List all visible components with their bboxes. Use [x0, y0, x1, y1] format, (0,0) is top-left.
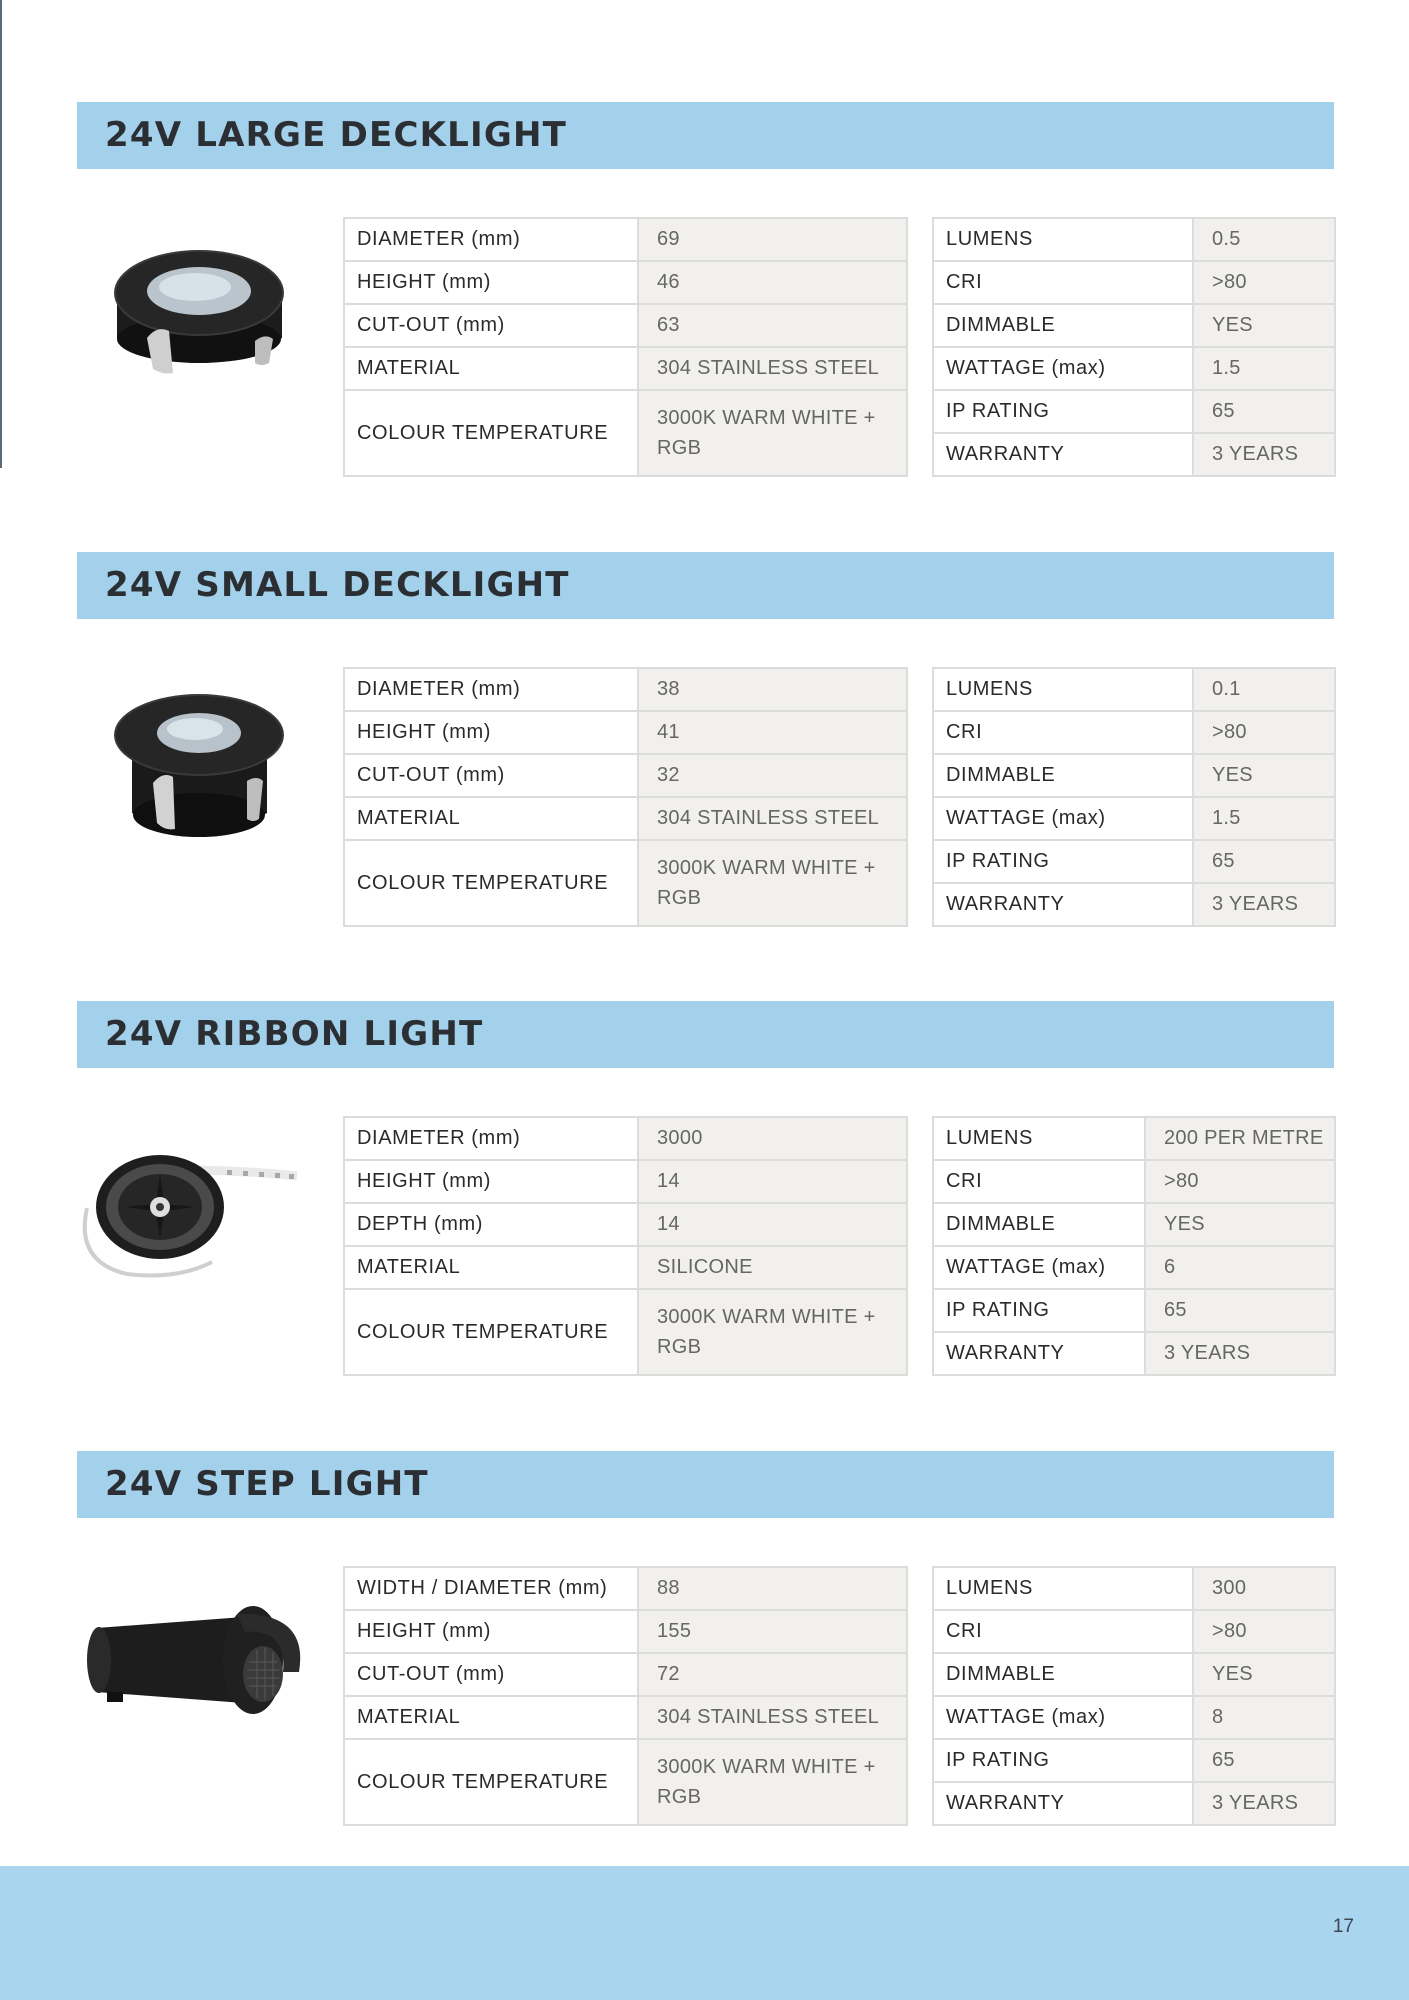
table-row [933, 1203, 1335, 1246]
section-title-band [77, 1451, 1334, 1518]
spec-value: 14 [638, 1203, 907, 1246]
table-row [933, 883, 1335, 926]
spec-value: 46 [638, 261, 907, 304]
spec-value: SILICONE [638, 1246, 907, 1289]
spec-label: DIMMABLE [933, 1653, 1193, 1696]
table-row [933, 347, 1335, 390]
spec-label: LUMENS [933, 218, 1193, 261]
spec-value: 0.1 [1193, 668, 1335, 711]
spec-value: 1.5 [1193, 347, 1335, 390]
table-row [344, 754, 907, 797]
spec-value: 65 [1193, 1739, 1335, 1782]
table-row [344, 1567, 907, 1610]
spec-label: HEIGHT (mm) [344, 711, 638, 754]
table-row [344, 347, 907, 390]
table-row [933, 1610, 1335, 1653]
spec-label: WARRANTY [933, 1332, 1145, 1375]
spec-value: 41 [638, 711, 907, 754]
spec-value: 6 [1145, 1246, 1335, 1289]
spec-value: 3 YEARS [1193, 433, 1335, 476]
spec-label: WATTAGE (max) [933, 797, 1193, 840]
spec-label: CRI [933, 1160, 1145, 1203]
spec-label: DIMMABLE [933, 1203, 1145, 1246]
spec-value: 3 YEARS [1193, 883, 1335, 926]
section-title: 24V STEP LIGHT [105, 1464, 429, 1504]
spec-value: 3000K WARM WHITE + RGB [638, 1739, 907, 1825]
dimensions-table [343, 1566, 908, 1826]
spec-label: CRI [933, 261, 1193, 304]
small-decklight-image [77, 663, 322, 858]
page-footer [0, 1866, 1409, 2000]
spec-label: MATERIAL [344, 1696, 638, 1739]
spec-label: LUMENS [933, 1567, 1193, 1610]
spec-value: YES [1193, 754, 1335, 797]
performance-table [932, 217, 1336, 477]
table-row [344, 797, 907, 840]
table-row [933, 1739, 1335, 1782]
table-row [933, 1567, 1335, 1610]
table-row [933, 1246, 1335, 1289]
spec-label: COLOUR TEMPERATURE [344, 1739, 638, 1825]
spec-label: WATTAGE (max) [933, 347, 1193, 390]
spec-value: >80 [1193, 1610, 1335, 1653]
spec-value: 65 [1193, 390, 1335, 433]
table-row [344, 1117, 907, 1160]
performance-table [932, 667, 1336, 927]
spec-label: COLOUR TEMPERATURE [344, 840, 638, 926]
spec-value: YES [1193, 1653, 1335, 1696]
spec-label: MATERIAL [344, 347, 638, 390]
table-row [344, 1160, 907, 1203]
section-title: 24V LARGE DECKLIGHT [105, 115, 568, 155]
table-row [933, 1289, 1335, 1332]
spec-value: 72 [638, 1653, 907, 1696]
spec-value: 304 STAINLESS STEEL [638, 347, 907, 390]
spec-label: IP RATING [933, 840, 1193, 883]
performance-table [932, 1566, 1336, 1826]
table-row [344, 1246, 907, 1289]
spec-label: MATERIAL [344, 797, 638, 840]
table-row [344, 261, 907, 304]
section-title-band [77, 1001, 1334, 1068]
spec-value: YES [1145, 1203, 1335, 1246]
spec-value: 300 [1193, 1567, 1335, 1610]
table-row [344, 1696, 907, 1739]
spec-value: 65 [1193, 840, 1335, 883]
table-row [933, 1782, 1335, 1825]
dimensions-table [343, 667, 908, 927]
dimensions-table [343, 217, 908, 477]
spec-label: WARRANTY [933, 433, 1193, 476]
spec-label: CUT-OUT (mm) [344, 1653, 638, 1696]
table-row [933, 1160, 1335, 1203]
spec-value: 0.5 [1193, 218, 1335, 261]
table-row [933, 1653, 1335, 1696]
table-row [344, 1739, 907, 1825]
table-row [933, 754, 1335, 797]
table-row [344, 840, 907, 926]
spec-label: MATERIAL [344, 1246, 638, 1289]
table-row [933, 304, 1335, 347]
large-decklight-image [77, 213, 322, 408]
spec-label: IP RATING [933, 390, 1193, 433]
table-row [933, 218, 1335, 261]
spec-label: HEIGHT (mm) [344, 1610, 638, 1653]
table-row [344, 218, 907, 261]
spec-label: DIAMETER (mm) [344, 1117, 638, 1160]
table-row [344, 1610, 907, 1653]
spec-label: HEIGHT (mm) [344, 1160, 638, 1203]
table-row [344, 1203, 907, 1246]
spec-label: CUT-OUT (mm) [344, 304, 638, 347]
spec-label: LUMENS [933, 1117, 1145, 1160]
spec-label: HEIGHT (mm) [344, 261, 638, 304]
table-row [933, 390, 1335, 433]
section-title: 24V RIBBON LIGHT [105, 1014, 484, 1054]
table-row [933, 797, 1335, 840]
spec-label: CRI [933, 711, 1193, 754]
spec-label: IP RATING [933, 1739, 1193, 1782]
spec-value: 1.5 [1193, 797, 1335, 840]
spec-value: 32 [638, 754, 907, 797]
spec-value: 3000K WARM WHITE + RGB [638, 1289, 907, 1375]
spec-value: >80 [1145, 1160, 1335, 1203]
spec-label: LUMENS [933, 668, 1193, 711]
spec-value: 3000 [638, 1117, 907, 1160]
spec-label: COLOUR TEMPERATURE [344, 390, 638, 476]
table-row [933, 261, 1335, 304]
spec-label: IP RATING [933, 1289, 1145, 1332]
table-row [933, 1332, 1335, 1375]
spec-label: WATTAGE (max) [933, 1246, 1145, 1289]
step-light-image [77, 1562, 322, 1757]
spec-value: 88 [638, 1567, 907, 1610]
section-title-band [77, 552, 1334, 619]
section-title: 24V SMALL DECKLIGHT [105, 565, 570, 605]
dimensions-table [343, 1116, 908, 1376]
spec-label: WARRANTY [933, 1782, 1193, 1825]
spec-label: DIMMABLE [933, 754, 1193, 797]
section-title-band [77, 102, 1334, 169]
spec-value: YES [1193, 304, 1335, 347]
table-row [933, 711, 1335, 754]
spec-label: DEPTH (mm) [344, 1203, 638, 1246]
table-row [933, 433, 1335, 476]
spec-value: >80 [1193, 711, 1335, 754]
table-row [344, 1289, 907, 1375]
spec-value: 14 [638, 1160, 907, 1203]
spec-label: DIMMABLE [933, 304, 1193, 347]
table-row [344, 668, 907, 711]
spec-value: 69 [638, 218, 907, 261]
table-row [344, 711, 907, 754]
spec-label: COLOUR TEMPERATURE [344, 1289, 638, 1375]
table-row [344, 304, 907, 347]
spec-label: DIAMETER (mm) [344, 218, 638, 261]
spec-label: DIAMETER (mm) [344, 668, 638, 711]
spec-label: WARRANTY [933, 883, 1193, 926]
spec-label: CRI [933, 1610, 1193, 1653]
spec-value: 3 YEARS [1145, 1332, 1335, 1375]
spec-value: 3000K WARM WHITE + RGB [638, 840, 907, 926]
table-row [344, 390, 907, 476]
spec-value: 155 [638, 1610, 907, 1653]
spec-value: 304 STAINLESS STEEL [638, 1696, 907, 1739]
spec-label: WIDTH / DIAMETER (mm) [344, 1567, 638, 1610]
spec-value: 304 STAINLESS STEEL [638, 797, 907, 840]
table-row [933, 668, 1335, 711]
spec-value: 38 [638, 668, 907, 711]
table-row [344, 1653, 907, 1696]
table-row [933, 1696, 1335, 1739]
spec-label: CUT-OUT (mm) [344, 754, 638, 797]
table-row [933, 1117, 1335, 1160]
spec-value: 3000K WARM WHITE + RGB [638, 390, 907, 476]
spec-value: 65 [1145, 1289, 1335, 1332]
table-row [933, 840, 1335, 883]
spec-label: WATTAGE (max) [933, 1696, 1193, 1739]
left-edge-rule [0, 0, 2, 468]
spec-value: 200 PER METRE [1145, 1117, 1335, 1160]
page-number: 17 [1332, 1916, 1354, 1937]
spec-value: 8 [1193, 1696, 1335, 1739]
spec-value: >80 [1193, 261, 1335, 304]
spec-value: 3 YEARS [1193, 1782, 1335, 1825]
ribbon-light-image [77, 1112, 322, 1307]
spec-value: 63 [638, 304, 907, 347]
performance-table [932, 1116, 1336, 1376]
